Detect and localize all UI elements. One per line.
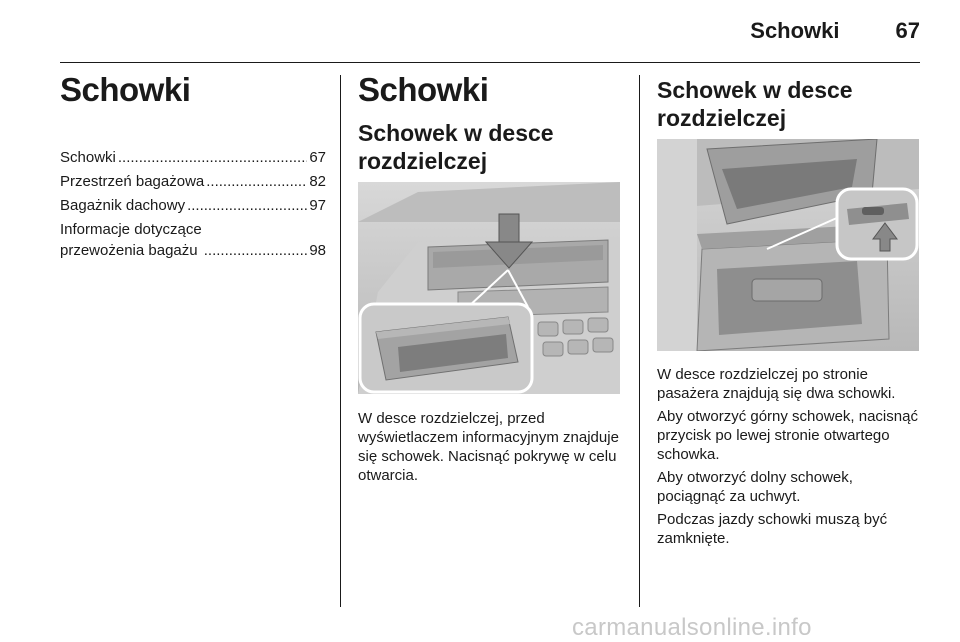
column-passenger-compartments [657, 72, 922, 552]
chapter-title: Schowki [358, 71, 489, 108]
toc-leader-dots [206, 171, 307, 192]
table-of-contents [60, 147, 326, 261]
toc-entry[interactable] [60, 195, 326, 216]
toc-entry[interactable] [60, 219, 326, 261]
chapter-title: Schowki [60, 71, 191, 108]
glovebox-illustration [657, 139, 919, 351]
column-upper-compartment [358, 72, 623, 489]
column-divider-1 [340, 75, 341, 607]
toc-entry[interactable] [60, 171, 326, 192]
header-divider [60, 62, 920, 63]
toc-entry[interactable] [60, 147, 326, 168]
column-toc [60, 72, 326, 264]
toc-label: Przestrzeń bagażowa [60, 173, 205, 190]
running-header [750, 18, 920, 44]
dashboard-storage-illustration [358, 182, 620, 394]
paragraph: W desce rozdzielczej, przed wyświetlaczem informacyjnym znajduje się schowek. Nacisnąć pokrywę w celu otwarcia. [358, 410, 619, 484]
paragraph: Podczas jazdy schowki muszą być zamknięte. [657, 511, 888, 547]
paragraph: Aby otworzyć górny schowek, nacisnąć przycisk po lewej stronie otwartego schowka. [657, 408, 918, 463]
paragraph: Aby otworzyć dolny schowek, pociągnąć za uchwyt. [657, 469, 853, 505]
toc-label: Schowki [60, 149, 116, 166]
toc-leader-dots [118, 147, 307, 168]
column-divider-2 [639, 75, 640, 607]
section-title: Schowek w desce rozdzielczej [657, 77, 853, 131]
section-title: Schowek w desce rozdzielczej [358, 120, 554, 174]
toc-label: Informacje dotyczące przewożenia bagażu [60, 221, 202, 259]
header-title: Schowki [750, 18, 840, 43]
toc-leader-dots [204, 240, 308, 261]
toc-label: Bagażnik dachowy [60, 197, 186, 214]
watermark: carmanualsonline.info [572, 614, 812, 641]
toc-page-number: 97 [309, 197, 326, 214]
toc-leader-dots [187, 195, 307, 216]
toc-page-number: 82 [309, 173, 326, 190]
paragraph: W desce rozdzielczej po stronie pasażera znajdują się dwa schowki. [657, 366, 896, 402]
page-number: 67 [895, 18, 920, 43]
toc-page-number: 67 [309, 149, 326, 166]
toc-page-number: 98 [309, 242, 326, 259]
